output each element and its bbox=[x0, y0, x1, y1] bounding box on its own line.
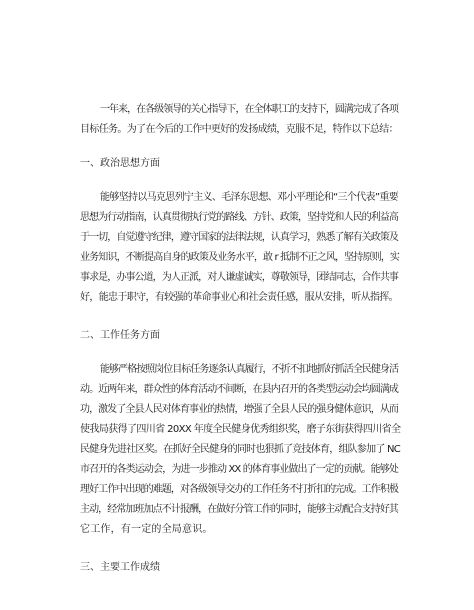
section1-line: 好，能忠于职守，有较强的革命事业心和社会责任感，服从安排，听从指挥。 bbox=[80, 292, 398, 303]
section2-line: 市召开的各类运动会，为进一步推动 XX 的体育事业做出了一定的贡献。能够处 bbox=[80, 464, 398, 475]
section1-heading: 一、政治思想方面 bbox=[80, 158, 160, 169]
section2-line: 民健身先进社区奖。在抓好全民健身的同时也狠抓了竞技体育，组队参加了 NC bbox=[80, 444, 400, 455]
section1-line: 事求是，办事公道，为人正派，对人谦虚诚实，尊敬领导，团结同志，合作共事 bbox=[80, 272, 398, 283]
section1-paragraph bbox=[80, 188, 398, 308]
section2-heading: 二、工作任务方面 bbox=[80, 330, 160, 341]
section1-line: 于一切，自觉遵守纪律，遵守国家的法律法规，认真学习，熟悉了解有关政策及 bbox=[80, 232, 398, 243]
section2-line: 使我局获得了四川省 20XX 年度全民健身优秀组织奖，磨子东街获得四川省全 bbox=[80, 424, 401, 435]
section1-line: 能够坚持以马克思列宁主义、毛泽东思想、邓小平理论和“三个代表”重要 bbox=[100, 192, 398, 203]
section2-line: 功，激发了全县人民对体育事业的热情，增强了全县人民的强身健体意识，从而 bbox=[80, 404, 398, 415]
intro-line: 一年来，在各级领导的关心指导下，在全体职工的支持下，圆满完成了各项 bbox=[100, 104, 398, 115]
section1-line: 业务知识，不断提高自身的政策及业务水平，敢 r 抵制不正之风，坚持原则，实 bbox=[80, 252, 400, 263]
section2-paragraph bbox=[80, 360, 401, 540]
intro-paragraph bbox=[80, 100, 398, 140]
section2-line: 它工作，有一定的全局意识。 bbox=[80, 524, 213, 535]
section3-heading: 三、主要工作成绩 bbox=[80, 562, 160, 573]
document-body bbox=[80, 100, 401, 578]
section1-line: 思想为行动指南，认真贯彻执行党的路线、方针、政策，坚持党和人民的利益高 bbox=[80, 212, 398, 223]
section2-line: 理好工作中出现的难题，对各级领导交办的工作任务不打折扣的完成。工作积极 bbox=[80, 484, 398, 495]
intro-line: 目标任务。为了在今后的工作中更好的发扬成绩，克服不足，特作以下总结： bbox=[80, 124, 398, 135]
section2-line: 动。近两年来，群众性的体育活动不间断，在县内召开的各类型运动会均圆满成 bbox=[80, 384, 398, 395]
section2-line: 主动，经常加班加点不计报酬，在做好分管工作的同时，能够主动配合支持好其 bbox=[80, 504, 398, 515]
section2-line: 能够严格按照岗位目标任务逐条认真履行，不折不扣地抓好抓活全民健身活 bbox=[100, 364, 398, 375]
